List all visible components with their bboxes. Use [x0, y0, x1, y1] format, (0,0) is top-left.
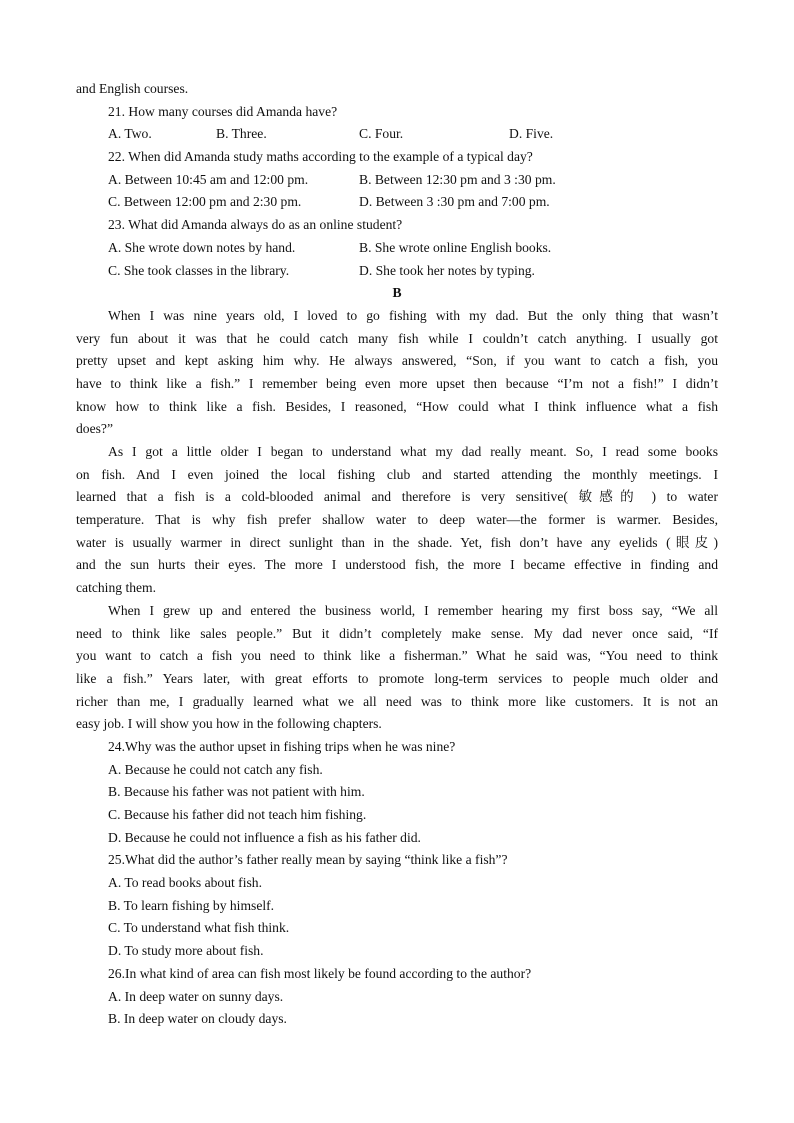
- passage-line: like a fish.” Years later, with great efforts to promote long-term services to people much older and: [76, 670, 718, 686]
- passage-line: need to think like sales people.” But it didn’t completely make sense. My dad never once said, “If: [76, 625, 718, 641]
- option-b: B. Between 12:30 pm and 3 :30 pm.: [359, 171, 556, 187]
- passage-line: on fish. And I even joined the local fishing club and started attending the monthly meetings. I: [76, 466, 718, 482]
- passage-line: catching them.: [76, 580, 157, 596]
- question-25-option-b: B. To learn fishing by himself.: [108, 897, 275, 913]
- question-24-option-d: D. Because he could not influence a fish as his father did.: [108, 829, 421, 845]
- passage-line: you want to catch a fish you need to think like a fisherman.” What he said was, “You need to think: [76, 648, 718, 664]
- option-a: A. Between 10:45 am and 12:00 pm.: [108, 171, 309, 187]
- question-22-options-ab: [76, 169, 718, 192]
- question-24-option-a: A. Because he could not catch any fish.: [108, 761, 323, 777]
- passage-line: have to think like a fish.” I remember being even more upset then because “I’m not a fish!” I didn’t: [76, 375, 718, 391]
- question-24-option-b: B. Because his father was not patient with him.: [108, 784, 365, 800]
- passage-line: learned that a fish is a cold-blooded animal and therefore is very sensitive( 敏感的 ) to water: [76, 489, 718, 505]
- passage-line: know how to think like a fish. Besides, I reasoned, “How could what I think influence what a fish: [76, 398, 718, 414]
- question-25-option-c: C. To understand what fish think.: [108, 920, 290, 936]
- passage-line: very fun about it was that he could catch many fish while I couldn’t catch anything. I usually got: [76, 330, 718, 346]
- question-21-options: [76, 123, 718, 146]
- question-21: 21. How many courses did Amanda have?: [108, 103, 338, 119]
- passage-line: pretty upset and kept asking him why. He always answered, “Son, if you want to catch a fish, you: [76, 353, 718, 369]
- question-23: 23. What did Amanda always do as an online student?: [108, 217, 403, 233]
- question-25-option-a: A. To read books about fish.: [108, 875, 262, 891]
- question-23-options-cd: [76, 260, 718, 283]
- option-c: C. Four.: [359, 126, 404, 142]
- question-26-option-b: B. In deep water on cloudy days.: [108, 1011, 287, 1027]
- option-d: D. She took her notes by typing.: [359, 262, 535, 278]
- option-d: D. Five.: [509, 126, 554, 142]
- option-c: C. She took classes in the library.: [108, 262, 290, 278]
- option-b: B. She wrote online English books.: [359, 239, 552, 255]
- option-c: C. Between 12:00 pm and 2:30 pm.: [108, 194, 302, 210]
- passage-line: easy job. I will show you how in the following chapters.: [76, 716, 382, 732]
- option-a: A. Two.: [108, 126, 152, 142]
- passage-line: water is usually warmer in direct sunlight than in the shade. Yet, fish don’t have any eyelids (眼皮): [76, 534, 718, 550]
- passage-line: When I was nine years old, I loved to go fishing with my dad. But the only thing that wasn’t: [108, 307, 718, 323]
- passage: [76, 305, 718, 736]
- question-23-options-ab: [76, 237, 718, 260]
- passage-line: richer than me, I gradually learned what we all need was to think more like customers. It is not an: [76, 693, 718, 709]
- option-b: B. Three.: [216, 126, 267, 142]
- question-24: 24.Why was the author upset in fishing trips when he was nine?: [108, 738, 456, 754]
- question-26-option-a: A. In deep water on sunny days.: [108, 988, 284, 1004]
- passage-line: When I grew up and entered the business world, I remember hearing my first boss say, “We all: [108, 602, 718, 618]
- passage-line: As I got a little older I began to understand what my dad really meant. So, I read some books: [108, 444, 718, 459]
- intro-tail: and English courses.: [76, 81, 189, 96]
- option-a: A. She wrote down notes by hand.: [108, 239, 296, 255]
- question-22-options-cd: [76, 191, 718, 214]
- passage-line: does?”: [76, 421, 113, 437]
- passage-line: and the sun hurts their eyes. The more I understood fish, the more I became effective in finding and: [76, 557, 718, 573]
- question-25: 25.What did the author’s father really mean by saying “think like a fish”?: [108, 852, 508, 868]
- question-24-option-c: C. Because his father did not teach him fishing.: [108, 807, 367, 822]
- section-heading: B: [392, 285, 402, 301]
- document-page: [76, 78, 718, 1031]
- question-26: 26.In what kind of area can fish most likely be found according to the author?: [108, 965, 532, 981]
- question-25-option-d: D. To study more about fish.: [108, 943, 264, 959]
- question-22: 22. When did Amanda study maths according to the example of a typical day?: [108, 149, 533, 165]
- passage-line: temperature. That is why fish prefer shallow water to deep water—the former is warmer. Besides,: [76, 512, 718, 528]
- option-d: D. Between 3 :30 pm and 7:00 pm.: [359, 194, 550, 210]
